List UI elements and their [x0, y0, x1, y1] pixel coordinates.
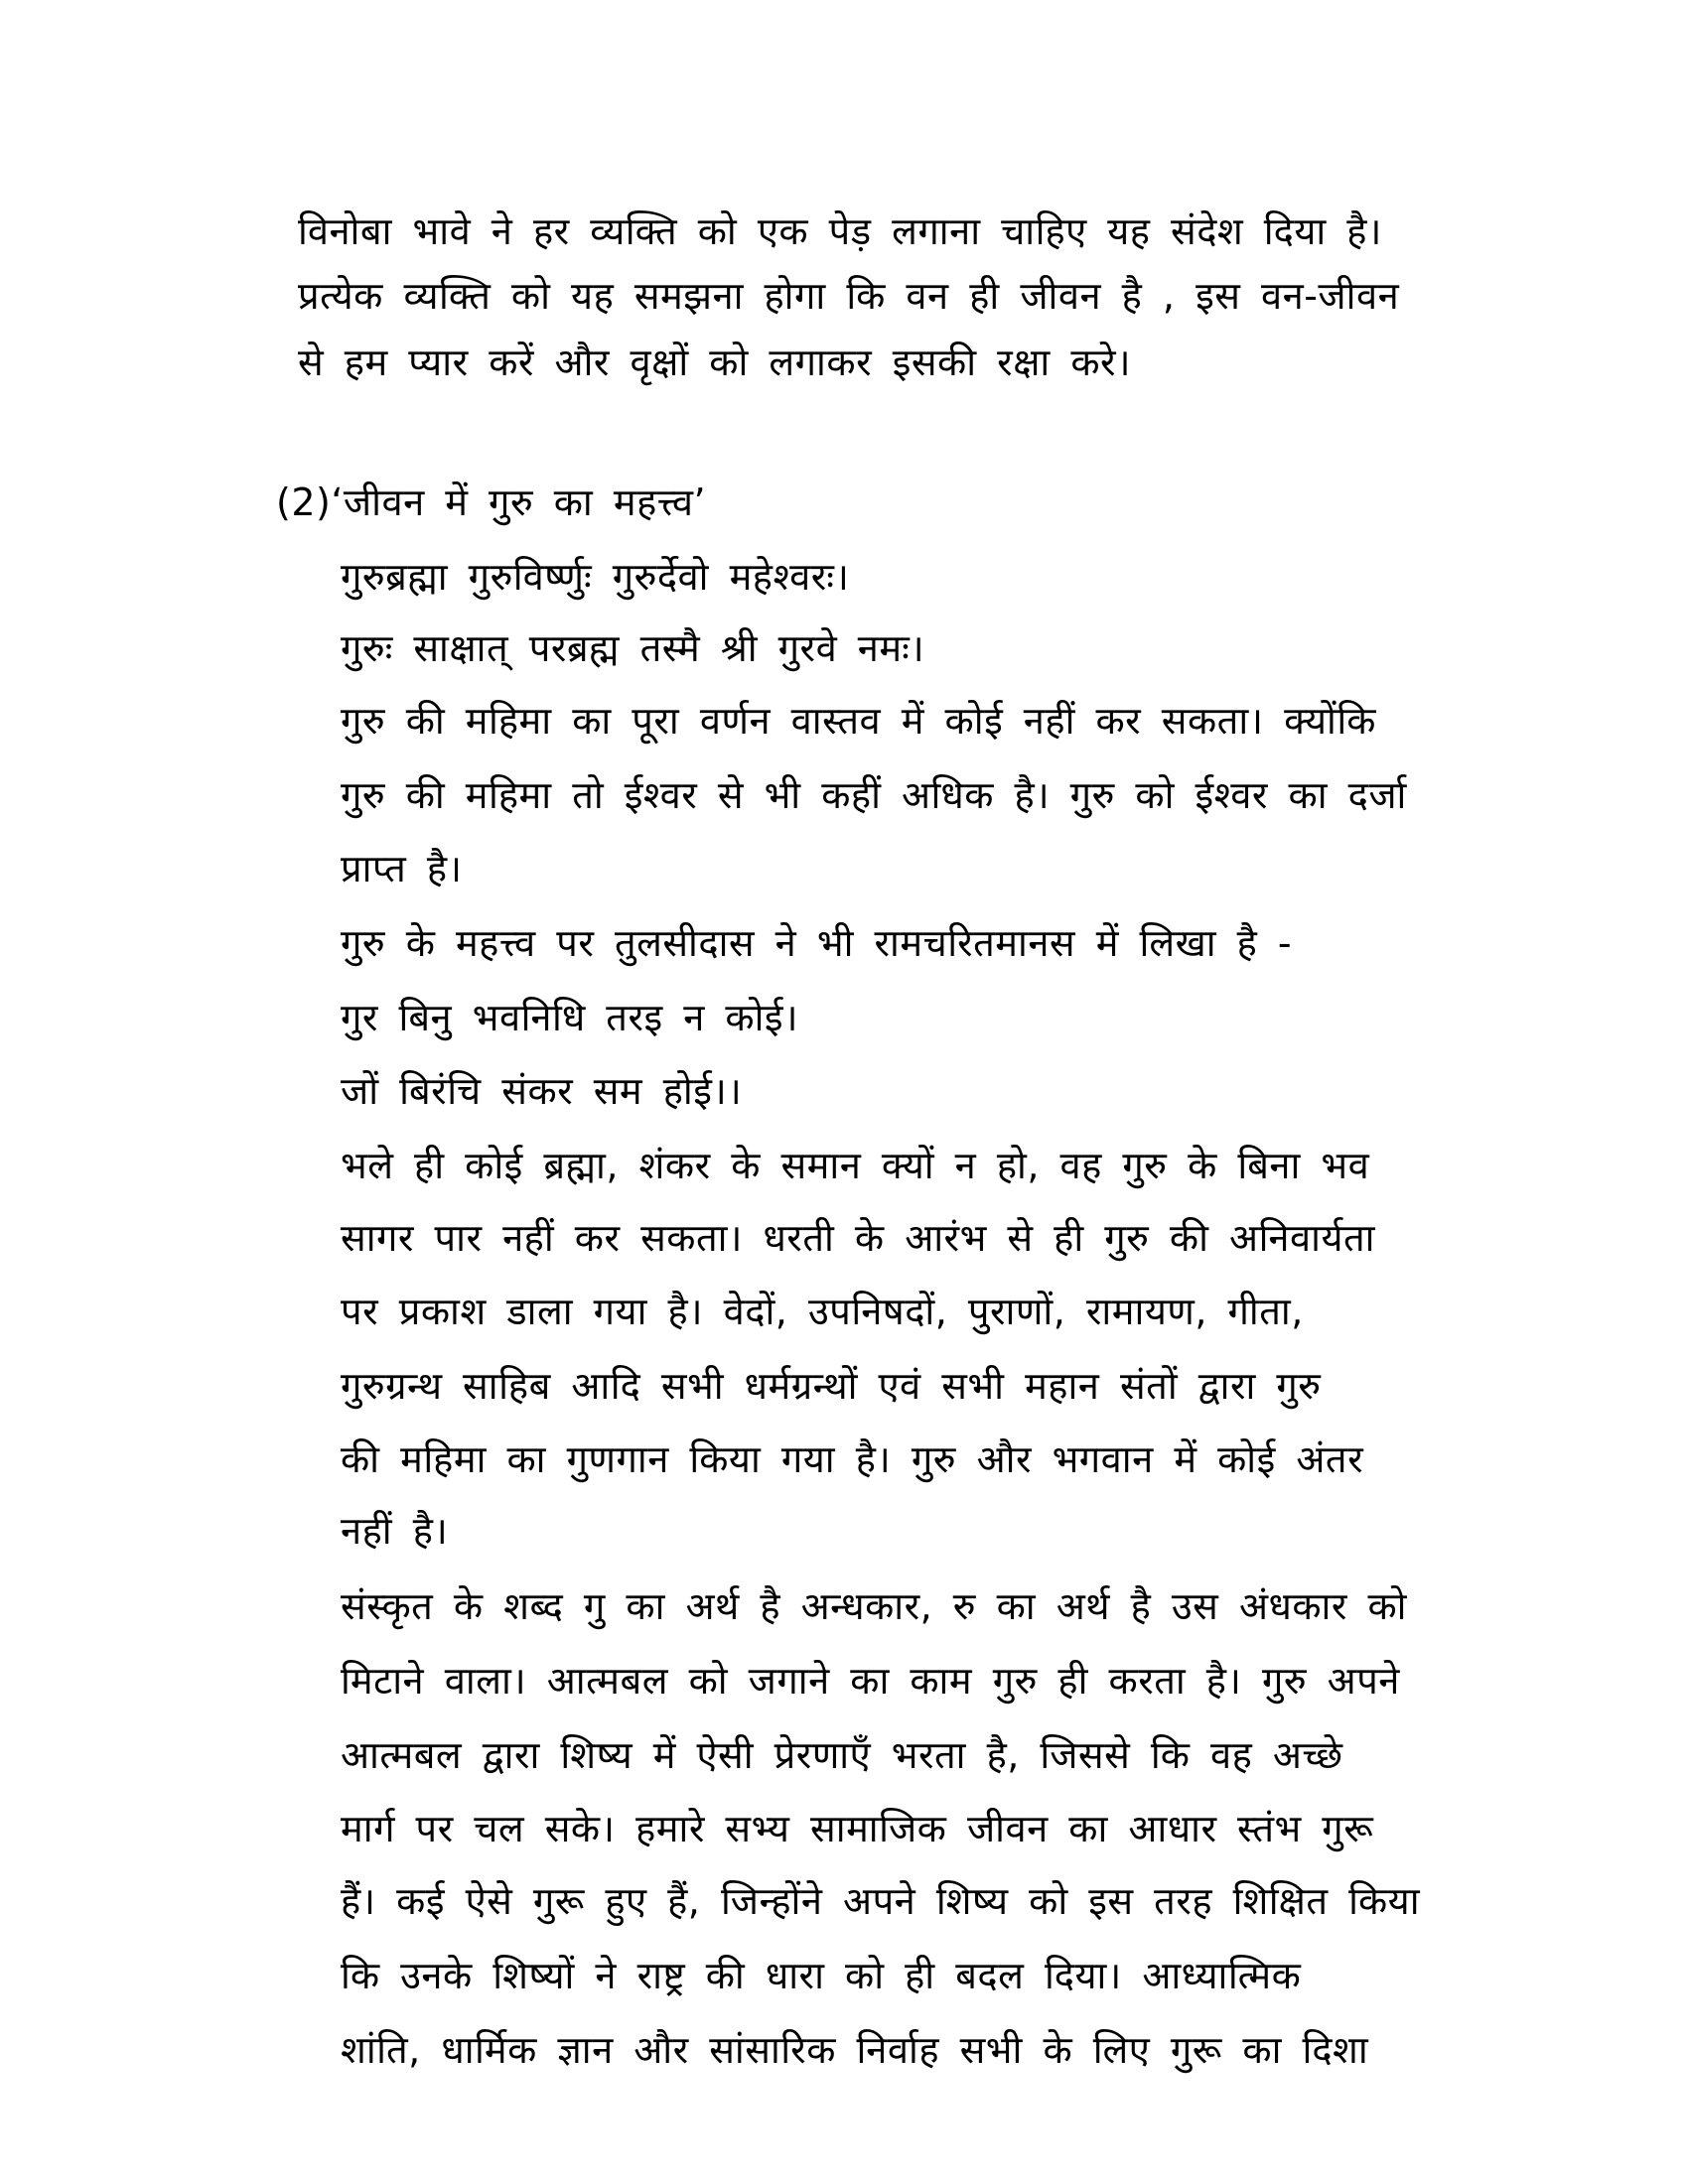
section-heading: (2)‘जीवन में गुरु का महत्त्व’ — [276, 480, 707, 524]
chaupai-line: गुर बिनु भवनिधि तरइ न कोई। — [341, 996, 798, 1039]
text-line: गुरु की महिमा का पूरा वर्णन वास्तव में कोई नहीं कर सकता। क्योंकि — [341, 699, 1376, 743]
chaupai-line: जों बिरंचि संकर सम होई।। — [341, 1069, 743, 1113]
text-line: गुरु की महिमा तो ईश्वर से भी कहीं अधिक है। गुरु को ईश्वर का दर्जा — [341, 773, 1407, 817]
text-line: विनोबा भावे ने हर व्यक्ति को एक पेड़ लगाना चाहिए यह संदेश दिया है। — [298, 209, 1382, 253]
text-line: पर प्रकाश डाला गया है। वेदों, उपनिषदों, पुराणों, रामायण, गीता, — [341, 1290, 1304, 1333]
tulsidas-intro: गुरु के महत्त्व पर तुलसीदास ने भी रामचरितमानस में लिखा है - — [341, 921, 1293, 965]
text-line: कि उनके शिष्यों ने राष्ट्र की धारा को ही बदल दिया। आध्यात्मिक — [341, 1954, 1302, 1997]
text-line: आत्मबल द्वारा शिष्य में ऐसी प्रेरणाएँ भरता है, जिससे कि वह अच्छे — [341, 1733, 1343, 1777]
shloka-line: गुरुब्रह्मा गुरुविर्ष्णुः गुरुर्देवो महेश्वरः। — [341, 555, 850, 599]
text-line: संस्कृत के शब्द गु का अर्थ है अन्धकार, रु का अर्थ है उस अंधकार को — [341, 1584, 1408, 1628]
shloka-line: गुरुः साक्षात् परब्रह्म तस्मै श्री गुरवे नमः। — [341, 626, 925, 670]
text-line: प्राप्त है। — [341, 847, 463, 890]
text-line: प्रत्येक व्यक्ति को यह समझना होगा कि वन ही जीवन है , इस वन-जीवन — [298, 274, 1400, 318]
text-line: सागर पार नहीं कर सकता। धरती के आरंभ से ही गुरु की अनिवार्यता — [341, 1216, 1376, 1260]
text-line: की महिमा का गुणगान किया गया है। गुरु और भगवान में कोई अंतर — [341, 1437, 1364, 1481]
text-line: भले ही कोई ब्रह्मा, शंकर के समान क्यों न हो, वह गुरु के बिना भव — [341, 1144, 1370, 1187]
text-line: नहीं है। — [341, 1509, 449, 1553]
text-line: हैं। कई ऐसे गुरू हुए हैं, जिन्होंने अपने शिष्य को इस तरह शिक्षित किया — [341, 1879, 1421, 1923]
text-line: गुरुग्रन्थ साहिब आदि सभी धर्मग्रन्थों एवं सभी महान संतों द्वारा गुरु — [341, 1364, 1322, 1408]
text-line: मिटाने वाला। आत्मबल को जगाने का काम गुरु ही करता है। गुरु अपने — [341, 1659, 1400, 1703]
text-line: से हम प्यार करें और वृक्षों को लगाकर इसकी रक्षा करे। — [298, 341, 1131, 384]
text-line: शांति, धार्मिक ज्ञान और सांसारिक निर्वाह सभी के लिए गुरू का दिशा — [341, 2028, 1369, 2072]
text-line: मार्ग पर चल सके। हमारे सभ्य सामाजिक जीवन का आधार स्तंभ गुरू — [341, 1807, 1374, 1850]
